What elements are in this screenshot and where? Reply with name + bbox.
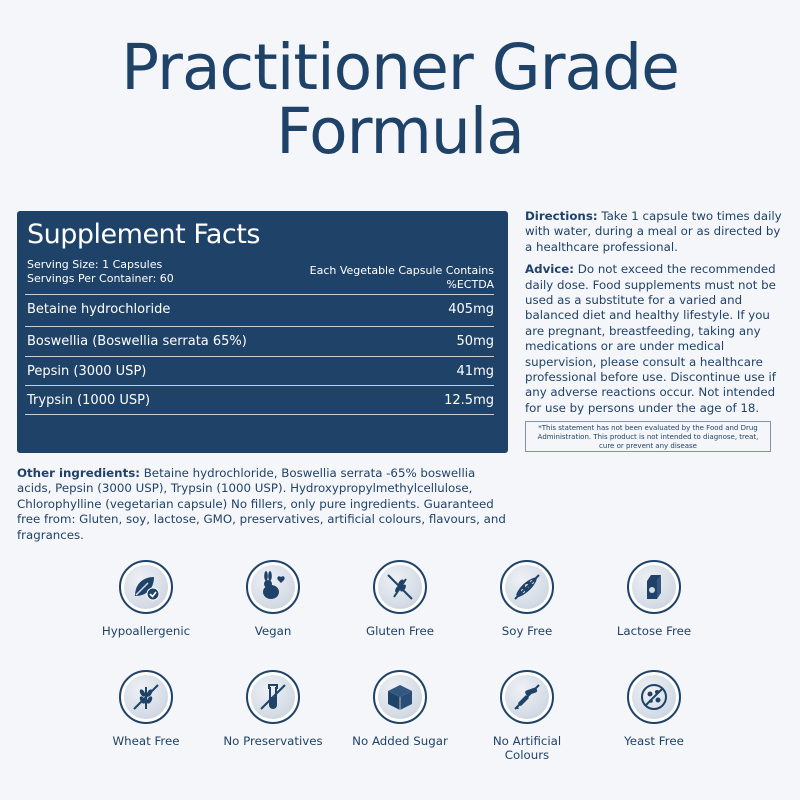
advice [525, 262, 783, 416]
ingredient-row [25, 326, 494, 356]
sugar-cube-icon [373, 670, 427, 724]
ingredient-amount: 41mg [456, 364, 494, 379]
contains-label: Each Vegetable Capsule Contains [309, 264, 494, 277]
ingredient-amount: 50mg [456, 334, 494, 349]
no-gluten-icon [373, 560, 427, 614]
badge-yeast-free [599, 670, 709, 748]
no-yeast-icon [627, 670, 681, 724]
badge-label: No Preservatives [223, 734, 323, 748]
badge-no-added-sugar [345, 670, 455, 748]
badge-label: Lactose Free [616, 624, 692, 638]
ingredient-name: Trypsin (1000 USP) [27, 392, 151, 408]
serving-size: Serving Size: 1 Capsules [27, 258, 163, 271]
fda-disclaimer: *This statement has not been evaluated by the Food and Drug Administration. This product is not intended to diagnose, treat, cure or prevent any disease [525, 421, 771, 452]
ingredient-row [25, 294, 494, 324]
usage-info [525, 209, 783, 423]
serving-info [27, 258, 174, 285]
badge-hypoallergenic [91, 560, 201, 638]
badge-label: Hypoallergenic [101, 624, 191, 638]
ingredient-row [25, 356, 494, 386]
badge-no-artificial-colours [472, 670, 582, 762]
supplement-facts-panel [17, 211, 508, 453]
badge-label: No Added Sugar [352, 734, 448, 748]
badge-label: Wheat Free [112, 734, 180, 748]
no-wheat-icon [119, 670, 173, 724]
rabbit-heart-icon [246, 560, 300, 614]
badge-vegan [218, 560, 328, 638]
leaf-check-icon [119, 560, 173, 614]
ingredient-row [25, 385, 494, 415]
page-title [0, 31, 800, 168]
supplement-facts-title: Supplement Facts [27, 219, 260, 250]
ingredient-name: Betaine hydrochloride [27, 302, 171, 317]
contains-header [310, 264, 494, 291]
badge-no-preservatives [218, 670, 328, 748]
badge-label: Soy Free [501, 624, 553, 638]
badge-gluten-free [345, 560, 455, 638]
ectda-label: %ECTDA [446, 277, 494, 291]
ingredient-amount: 405mg [448, 302, 494, 317]
ingredient-name: Boswellia (Boswellia serrata 65%) [27, 334, 247, 349]
other-ingredients-label: Other ingredients: [17, 466, 140, 480]
badge-label: Vegan [254, 624, 292, 638]
advice-text: Do not exceed the recommended daily dose. Food supplements must not be used as a substitute for a varied and balanced diet and healthy lifestyle. If you are pregnant, breastfeeding, taking any medications or are under medical supervision, please consult a healthcare professional before use. Discontinue use if any adverse reactions occur. Not intended for use by persons under the age of 18. [525, 262, 776, 415]
servings-per-container: Servings Per Container: 60 [27, 271, 174, 285]
ingredient-amount: 12.5mg [444, 392, 494, 408]
directions-label: Directions: [525, 209, 598, 223]
badge-wheat-free [91, 670, 201, 748]
title-line-1: Practitioner Grade [121, 31, 679, 104]
no-test-tube-icon [246, 670, 300, 724]
badge-label: No Artificial Colours [492, 734, 562, 762]
ingredient-name: Pepsin (3000 USP) [27, 364, 147, 379]
no-dropper-icon [500, 670, 554, 724]
other-ingredients [17, 466, 512, 543]
advice-label: Advice: [525, 262, 575, 277]
no-soy-icon [500, 560, 554, 614]
title-line-2: Formula [276, 95, 524, 168]
badge-label: Gluten Free [365, 624, 435, 638]
directions-text: Take 1 capsule two times daily with water, during a meal or as directed by a healthcare professional. [525, 209, 782, 254]
badge-label: Yeast Free [624, 734, 684, 748]
badge-soy-free [472, 560, 582, 638]
badge-lactose-free [599, 560, 709, 638]
directions [525, 209, 783, 255]
milk-carton-icon [627, 560, 681, 614]
other-ingredients-text: Betaine hydrochloride, Boswellia serrata -65% boswellia acids, Pepsin (3000 USP), Trypsin (1000 USP). Hydroxypropylmethylcellulose, Chlorophylline (vegetarian capsule) No fillers, only pure ingredients. Guaranteed free from: Gluten, soy, lactose, GMO, preservatives, artificial colours, flavours, and fragrances. [17, 466, 506, 542]
